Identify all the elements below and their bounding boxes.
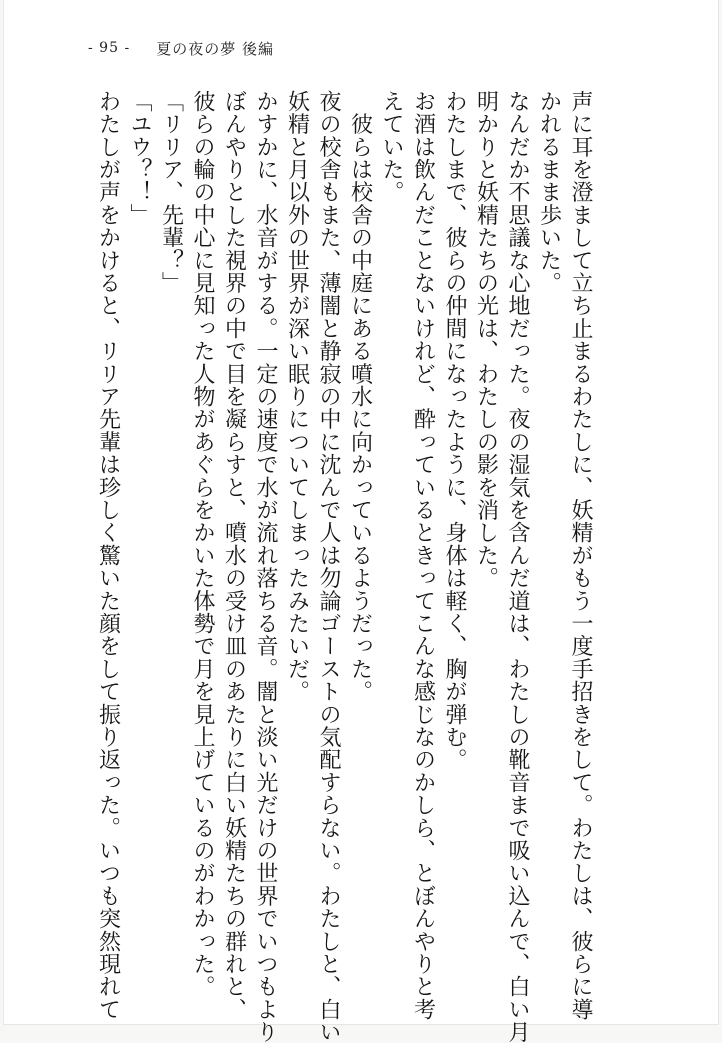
text-line: 彼らは校舎の中庭にある噴水に向かっているようだった。 [347, 90, 373, 703]
text-line: かすかに、水音がする。一定の速度で水が流れ落ちる音。闇と淡い光だけの世界でいつもより [253, 90, 278, 1043]
text-line: 夜の校舎もまた、薄闇と静寂の中に沈んで人は勿論ゴーストの気配すらない。わたしと、白い [316, 90, 341, 1043]
text-line: わたしが声をかけると、リリア先輩は珍しく驚いた顔をして振り返った。いつも突然現れて [95, 90, 121, 1021]
vertical-body-text [92, 90, 596, 1043]
running-header [88, 36, 274, 60]
book-page [4, 0, 718, 1043]
text-line: わたしまで、彼らの仲間になったように、身体は軽く、胸が弾む。 [442, 90, 467, 771]
book-title: 夏の夜の夢 後編 [156, 39, 274, 58]
text-line: かれるまま歩いた。 [536, 90, 562, 295]
text-line: お酒は飲んだことないけれど、酔っているときってこんな感じなのかしら、とぼんやりと考 [410, 90, 436, 1021]
text-line: 彼らの輪の中心に見知った人物があぐらをかいた体勢で月を見上げているのがわかった。 [190, 90, 215, 998]
text-line: 明かりと妖精たちの光は、わたしの影を消した。 [473, 90, 499, 590]
page-number: - 95 - [88, 40, 131, 56]
text-line: 声に耳を澄まして立ち止まるわたしに、妖精がもう一度手招きをして。わたしは、彼らに導 [568, 90, 593, 1021]
text-line: えていた。 [379, 90, 404, 204]
text-line: 妖精と月以外の世界が深い眠りについてしまったみたいだ。 [284, 90, 310, 703]
text-line: 「ユウ？！」 [127, 90, 152, 227]
text-line: なんだか不思議な心地だった。夜の湿気を含んだ道は、わたしの靴音まで吸い込んで、白い月 [505, 90, 530, 1043]
text-line: 「リリア、先輩？」 [158, 90, 184, 295]
text-line: ぼんやりとした視界の中で目を凝らすと、噴水の受け皿のあたりに白い妖精たちの群れと、 [221, 90, 247, 1021]
